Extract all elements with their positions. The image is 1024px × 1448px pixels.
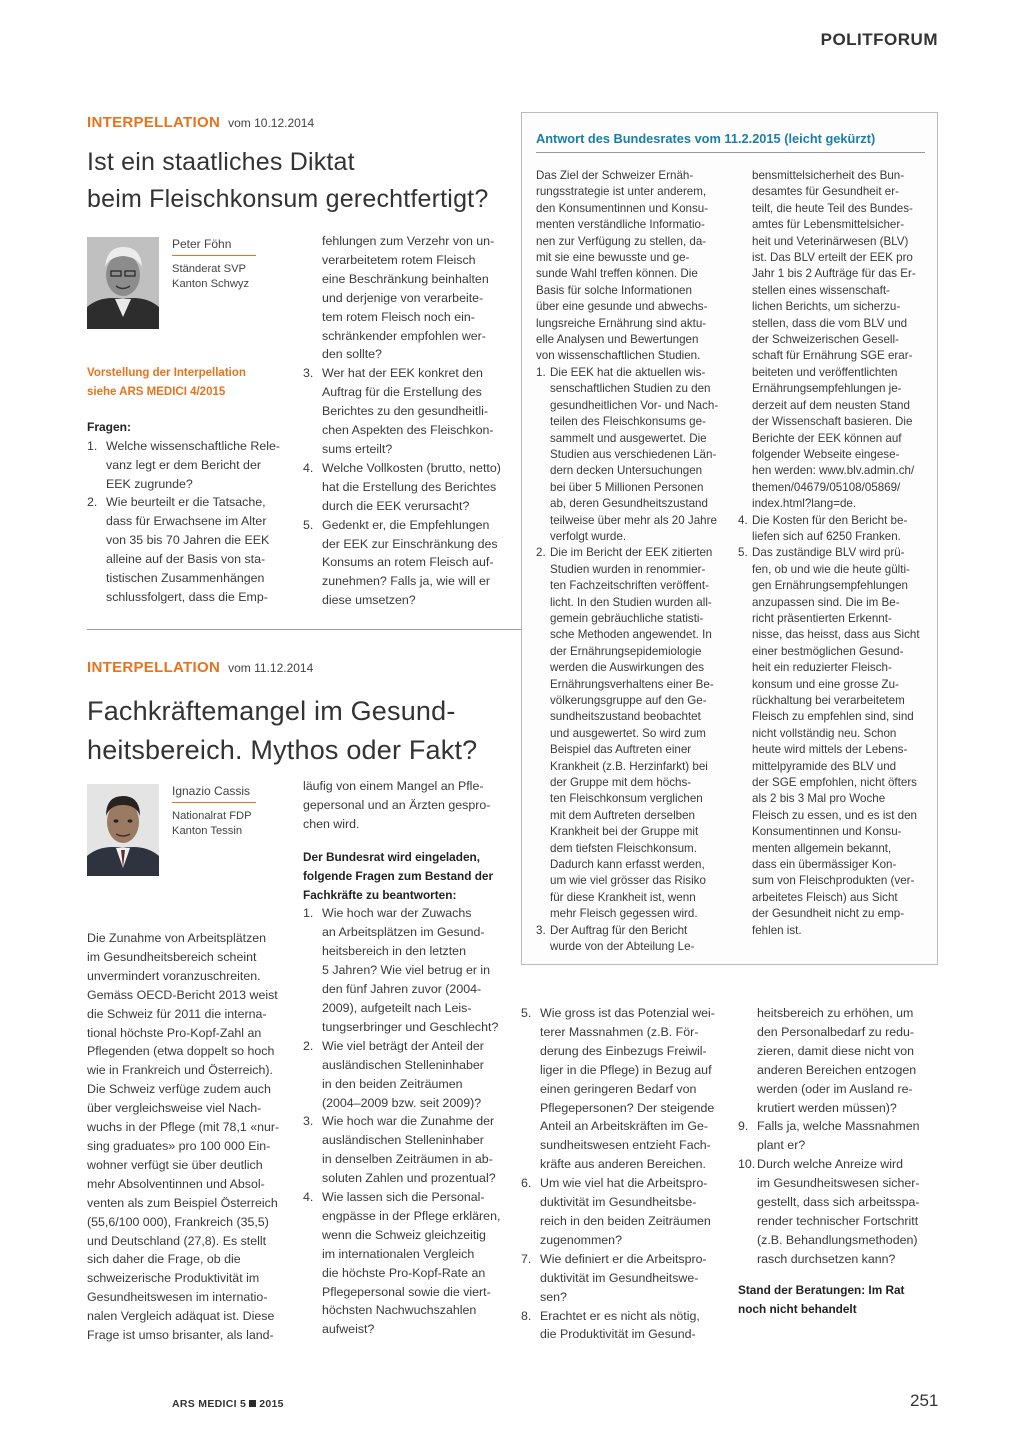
article2-kicker [87,659,313,676]
request-heading: Der Bundesrat wird eingeladen, folgende Fragen zum Bestand der Fachkräfte zu beantworten: [303,849,494,902]
article1-col1 [87,364,285,607]
question-8: 8. Erachtet er es nicht als nötig, die Produktivität im Gesund- [521,1308,700,1342]
article2-col1: Die Zunahme von Arbeitsplätzen im Gesundheitsbereich scheint unvermindert voranzuschreiten. Gemäss OECD-Bericht 2013 weist die Schweiz für 2011 die interna- tional höchste Pro-Kopf-Zahl an Pflegenden (etwa doppelt so hoch wie in Frankreich und Österreich). Die Schweiz verfüge zudem auch über vergleichsweise viel Nach- wuchs in der Pflege (mit 78,1 «nur- sing graduates» pro 100 000 Ein- wohner verfügt sie über deutlich mehr Absolventinnen und Absol- venten als zum Beispiel Österreich (55,6/100 000), Frankreich (35,5) und Deutschland (27,8). Es stellt sich daher die Frage, ob die schweizerische Produktivität im Gesundheitswesen im internatio- nalen Vergleich adäquat ist. Diese Frage ist umso brisanter, als land- [87,931,280,1343]
article2-col3 [521,1004,719,1344]
question-2: 2. Wie viel beträgt der Anteil der ausländischen Stelleninhaber in den beiden Zeiträumen (2004–2009 bzw. seit 2009)? [303,1038,484,1110]
author-photo-cassis [87,784,159,876]
article1-title-line1: Ist ein staatliches Diktat [87,148,355,176]
answer-col2 [738,168,924,939]
article2-title-line2: heitsbereich. Mythos oder Fakt? [87,735,478,765]
author-canton: Kanton Schwyz [172,278,250,290]
article2-date: vom 11.12.2014 [228,661,314,675]
article2-col4 [738,1004,936,1319]
article1-title [87,144,517,218]
question-4: 4. Welche Vollkosten (brutto, netto) hat die Erstellung des Berichtes durch die EEK verursacht? [303,460,501,513]
article2-title [87,692,517,770]
author-role: Ständerat SVP [172,263,247,275]
answer-1: 1. Die EEK hat die aktuellen wis- senschaftlichen Studien zu den gesundheitlichen Vor- und Nach- teilen des Fleischkonsums ge- sammelt und ausgewertet. Die Studien aus verschiedenen Län- dern decken Untersuchungen bei über 5 Millionen Personen ab, deren Gesundheitszustand teilweise über mehr als 20 Jahre verfolgt wurde. [536,365,719,543]
question-7: 7. Wie definiert er die Arbeitspro- duktivität im Gesundheitswe- sen? [521,1251,707,1304]
answer-title: Antwort des Bundesrates vom 11.2.2015 (leicht gekürzt) [536,131,876,146]
author-name: Peter Föhn [172,237,232,251]
question-1: 1. Welche wissenschaftliche Rele- vanz legt er dem Bericht der EEK zugrunde? [87,438,281,491]
question-3: 3. Wer hat der EEK konkret den Auftrag für die Erstellung des Berichtes zu den gesundheitli- chen Aspekten des Fleischkon- sums erteilt? [303,366,494,456]
footer-square-icon [249,1400,256,1407]
questions-heading: Fragen: [87,419,132,434]
author-divider [172,255,256,256]
article1-date: vom 10.12.2014 [228,116,315,130]
question-5: 5. Wie gross ist das Potenzial wei- terer Massnahmen (z.B. För- derung des Einbezugs Freiwil- liger in die Pflege) in Bezug auf einen geringeren Bedarf von Pflegepersonen? Der steigende Anteil an Arbeitskräften im Ge- sundheitswesen entzieht Fach- kräfte aus anderen Bereichen. [521,1006,715,1172]
article2-title-line1: Fachkräftemangel im Gesund- [87,696,456,726]
answer-2: 2. Die im Bericht der EEK zitierten Studien wurden in renommier- ten Fachzeitschriften veröffent- licht. In den Studien wurden all- gemein gebräuchliche statisti- sche Methoden angewendet. In der Ernährungsepidemiologie werden die Auswirkungen des Ernährungsverhaltens einer Be- völkerungsgruppe auf den Ge- sundheitszustand beobachtet und ausgewertet. So wird zum Beispiel das Auftreten einer Krankheit (z.B. Herzinfarkt) bei der Gruppe mit dem höchs- ten Fleischkonsum verglichen mit dem Auftreten derselben Krankheit bei der Gruppe mit dem tiefsten Fleischkonsum. Dadurch kann erfasst werden, um wie viel grösser das Risiko für diese Krankheit ist, wenn mehr Fleisch gegessen wird. [536,546,714,921]
article1-title-line2: beim Fleischkonsum gerechtfertigt? [87,185,489,213]
author-canton: Kanton Tessin [172,825,243,837]
answer-3-continued: bensmittelsicherheit des Bun- desamtes für Gesundheit er- teilt, die heute Teil des Bundes- amtes für Lebensmittelsicher- heit und Veterinärwesen (BLV) ist. Das BLV erteilt der EEK pro Jahr 1 bis 2 Aufträge für das Er- stellen eines wissenschaft- lichen Berichts, um sicherzu- stellen, dass die vom BLV und der Schweizerischen Gesell- schaft für Ernährung SGE erar- beiteten und veröffentlichten Ernährungsempfehlungen je- derzeit auf dem neusten Stand der Wissenschaft basieren. Die Berichte der EEK können auf folgender Webseite eingese- hen werden: www.blv.admin.ch/ themen/04679/05108/05869/ index.html?lang=de. [752,169,916,511]
question-5: 5. Gedenkt er, die Empfehlungen der EEK zur Einschränkung des Konsums an rotem Fleisch auf- zunehmen? Falls ja, wie will er diese umsetzen? [303,517,498,608]
article1-kicker [87,114,314,131]
author-photo-foehn [87,237,159,329]
question-2: 2. Wie beurteilt er die Tatsache, dass für Erwachsene im Alter von 35 bis 70 Jahren die EEK alleine auf der Basis von sta- tistischen Zusammenhängen schlussfolgert, dass die Emp- [87,495,270,604]
answer-4: 4. Die Kosten für den Bericht be- liefen sich auf 6250 Franken. [738,513,908,543]
footer-journal: ARS MEDICI 5 2015 [172,1398,284,1410]
question-8-continued: heitsbereich zu erhöhen, um den Personalbedarf zu redu- zieren, damit diese nicht von anderen Bereichen entzogen werden (oder im Ausland re- krutiert werden müssen)? [757,1006,917,1115]
answer-col1: Das Ziel der Schweizer Ernäh- rungsstrategie ist unter anderem, den Konsumentinnen und Konsu- menten verständliche Informatio- nen zur Verfügung zu stellen, da- mit sie eine bewusste und ge- sunde Wahl treffen können. Die Basis für solche Informationen über eine gesunde und abwechs- lungsreiche Ernährung sind aktu- elle Analysen und Bewertungen von wissenschaftlichen Studien. 1. Die EEK hat die aktuellen wis- senschaftlichen Studien zu den gesundheitlichen Vor- und Nach- teilen des Fleischkonsums ge- sammelt und ausgewertet. Die Studien aus verschiedenen Län- dern decken Untersuchungen bei über 5 Millionen Personen ab, deren Gesundheitszustand teilweise über mehr als 20 Jahre verfolgt wurde. 2. Die im Bericht der EEK zitierten Studien wurden in renommier- ten Fachzeitschriften veröffent- licht. In den Studien wurden all- gemein gebräuchliche statisti- sche Methoden angewendet. In der Ernährungsepidemiologie werden die Auswirkungen des Ernährungsverhaltens einer Be- völkerungsgruppe auf den Ge- sundheitszustand beobachtet und ausgewertet. So wird zum Beispiel das Auftreten einer Krankheit (z.B. Herzinfarkt) bei der Gruppe mit dem höchs- ten Fleischkonsum verglichen mit dem Auftreten derselben Krankheit bei der Gruppe mit dem tiefsten Fleischkonsum. Dadurch kann erfasst werden, um wie viel grösser das Risiko für diese Krankheit ist, wenn mehr Fleisch gegessen wird. 3. Der Auftrag für den Bericht wurde von der Abteilung Le- [536,168,720,956]
question-1: 1. Wie hoch war der Zuwachs an Arbeitsplätzen im Gesund- heitsbereich in den letzten 5 Jahren? Wie viel betrug er in den fünf Jahren zuvor (2004- 2009), aufgeteilt nach Leis- tungserbringer und Geschlecht? [303,906,499,1034]
author-role: Nationalrat FDP [172,810,252,822]
author-divider [172,802,256,803]
question-3: 3. Wie hoch war die Zunahme der ausländischen Stelleninhaber in denselben Zeiträumen in ab- soluten Zahlen und prozentual? [303,1114,496,1186]
author-info-cassis [172,784,256,839]
article-separator [87,629,521,630]
article2-col2: läufig von einem Mangel an Pfle- gepersonal und an Ärzten gespro- chen wird. Der Bundesrat wird eingeladen, folgende Fragen zum Bestand der Fachkräfte zu beantworten: 1. Wie hoch war der Zuwachs an Arbeitsplätzen im Gesund- heitsbereich in den letzten 5 Jahren? Wie viel betrug er in den fünf Jahren zuvor (2004- 2009), aufgeteilt nach Leis- tungserbringer und Geschlecht? 2. Wie viel beträgt der Anteil der ausländischen Stelleninhaber in den beiden Zeiträumen (2004–2009 bzw. seit 2009)? 3. Wie hoch war die Zunahme der ausländischen Stelleninhaber in denselben Zeiträumen in ab- soluten Zahlen und prozentual? 4. Wie lassen sich die Personal- engpässe in der Pflege erklären, wenn die Schweiz gleichzeitig im internationalen Vergleich die höchste Pro-Kopf-Rate an Pflegepersonal sowie die viert- höchsten Nachwuchszahlen aufweist? [303,777,501,1339]
answer-title-rule [536,152,925,153]
deliberation-status: Stand der Beratungen: Im Rat noch nicht behandelt [738,1282,905,1316]
author-info-foehn [172,237,256,292]
answer-3: 3. Der Auftrag für den Bericht wurde von der Abteilung Le- [536,923,695,954]
intro-link-line2: siehe ARS MEDICI 4/2015 [87,385,226,398]
author-name: Ignazio Cassis [172,784,251,798]
question-10: 10. Durch welche Anreize wird im Gesundheitswesen sicher- gestellt, dass sich arbeitsspa- render technischer Fortschritt (z.B. Behandlungsmethoden) rasch durchsetzen kann? [738,1157,920,1266]
article1-col2 [303,232,501,610]
section-header: POLITFORUM [820,30,938,49]
question-6: 6. Um wie viel hat die Arbeitspro- duktivität im Gesundheitsbe- reich in den beiden Zeiträumen zugenommen? [521,1176,711,1247]
page-number: 251 [910,1391,939,1410]
article2-kicker-label: INTERPELLATION [87,659,221,676]
intro-link-line1: Vorstellung der Interpellation [87,367,246,379]
article1-kicker-label: INTERPELLATION [87,114,221,131]
question-2-continued: fehlungen zum Verzehr von un- verarbeitetem rotem Fleisch eine Beschränkung beinhalten und derjenige von verarbeite- tem rotem Fleisch noch ein- schränkender empfohlen wer- den sollte? [322,234,495,362]
question-9: 9. Falls ja, welche Massnahmen plant er? [738,1119,920,1153]
question-4: 4. Wie lassen sich die Personal- engpässe in der Pflege erklären, wenn die Schweiz gleichzeitig im internationalen Vergleich die höchste Pro-Kopf-Rate an Pflegepersonal sowie die viert- höchsten Nachwuchszahlen aufweist? [303,1190,501,1337]
answer-5: 5. Das zuständige BLV wird prü- fen, ob und wie die heute gülti- gen Ernährungsempfehlungen anzupassen sind. Die im Be- richt präsentierten Erkennt- nisse, das heisst, dass aus Sicht einer bestmöglichen Gesund- heit ein reduzierter Fleisch- konsum und eine grosse Zu- rückhaltung bei verarbeitetem Fleisch zu empfehlen sind, sind nicht vollständig neu. Schon heute wird mittels der Lebens- mittelpyramide des BLV und der SGE empfohlen, nicht öfters als 2 bis 3 Mal pro Woche Fleisch zu essen, und es ist den Konsumentinnen und Konsu- menten allgemein bekannt, dass ein übermässiger Kon- sum von Fleischprodukten (ver- arbeitetes Fleisch) aus Sicht der Gesundheit nicht zu emp- fehlen ist. [738,546,920,937]
